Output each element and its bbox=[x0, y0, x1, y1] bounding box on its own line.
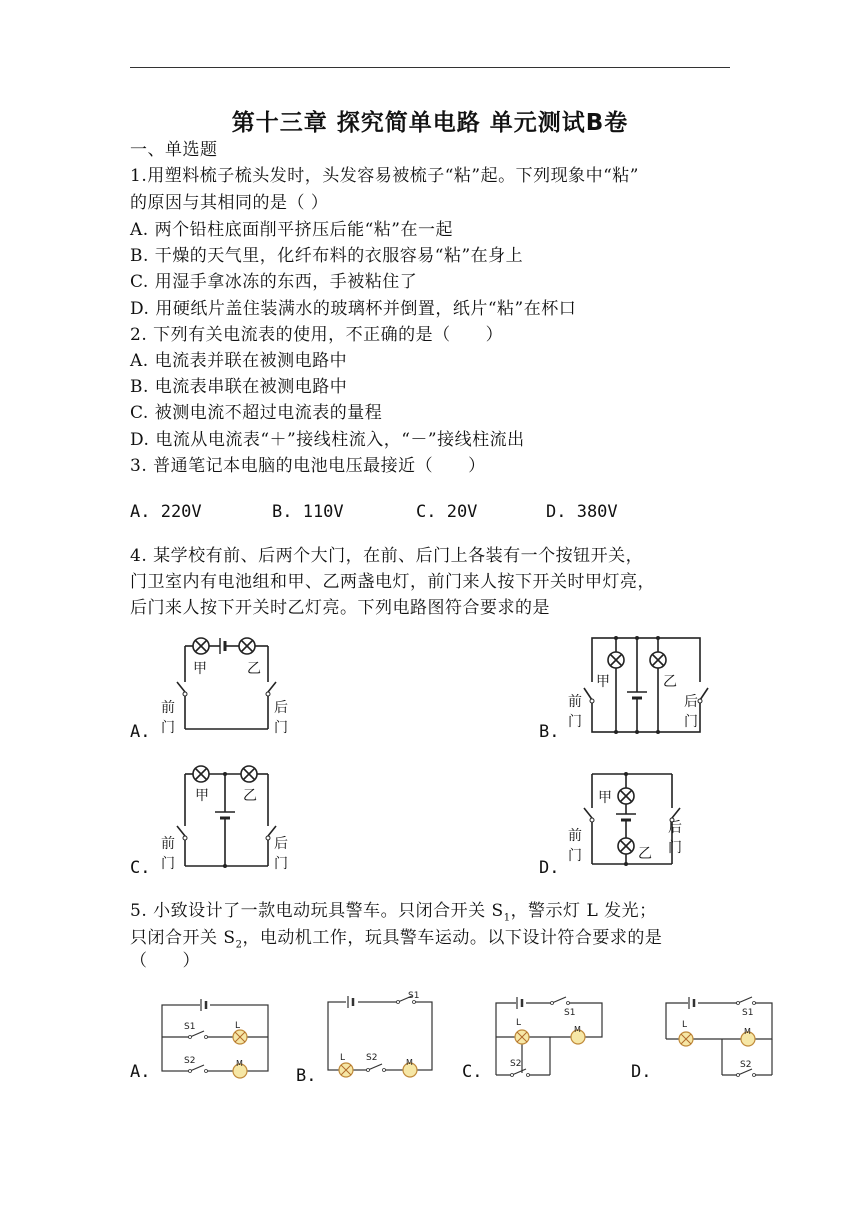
q5a-lamp-label: L bbox=[235, 1021, 241, 1031]
q4d-lamp-yi-label: 乙 bbox=[638, 846, 652, 862]
q4a-back-label-1: 后 bbox=[274, 700, 288, 716]
q4-line1: 4. 某学校有前、后两个大门，在前、后门上各装有一个按钮开关， bbox=[130, 546, 644, 566]
q5d-s2-label: S2 bbox=[740, 1060, 752, 1070]
q5-circuit-c bbox=[490, 993, 608, 1083]
q5c-s1-label: S1 bbox=[564, 1008, 576, 1018]
q4d-back-label-1: 后 bbox=[668, 820, 682, 836]
q4-circuit-c bbox=[155, 762, 305, 877]
section-heading: 一、单选题 bbox=[130, 140, 218, 160]
q5c-s2-label: S2 bbox=[510, 1059, 522, 1069]
q5b-s2-label: S2 bbox=[366, 1053, 378, 1063]
q4-option-label-d: D. bbox=[539, 858, 560, 878]
q4b-back-label-2: 门 bbox=[684, 714, 698, 730]
q5-option-label-c: C. bbox=[462, 1062, 483, 1082]
q2-option-c: C. 被测电流不超过电流表的量程 bbox=[130, 403, 383, 423]
q5-line2: 只闭合开关 $S_2$，电动机工作，玩具警车运动。以下设计符合要求的是 bbox=[130, 928, 663, 951]
q5c-lamp-label: L bbox=[516, 1018, 522, 1028]
q5-option-label-a: A. bbox=[130, 1062, 151, 1082]
q5a-s2-label: S2 bbox=[184, 1056, 196, 1066]
q4d-lamp-jia-label: 甲 bbox=[598, 790, 612, 806]
q3-option-c: C. 20V bbox=[416, 502, 478, 522]
q1-stem-line2: 的原因与其相同的是（ ） bbox=[130, 193, 329, 213]
q4d-front-label-2: 门 bbox=[568, 848, 582, 864]
q4d-front-label-1: 前 bbox=[568, 828, 582, 844]
q5a-s1-label: S1 bbox=[184, 1022, 196, 1032]
q5a-motor-label: M bbox=[236, 1059, 243, 1068]
q5d-s1-label: S1 bbox=[742, 1008, 754, 1018]
q5d-motor-label: M bbox=[744, 1027, 751, 1036]
q3-option-a: A. 220V bbox=[130, 502, 202, 522]
q5b-motor-label: M bbox=[406, 1058, 413, 1067]
q4c-front-label-1: 前 bbox=[161, 836, 175, 852]
q1-option-c: C. 用湿手拿冰冻的东西，手被粘住了 bbox=[130, 272, 418, 292]
header-rule bbox=[130, 67, 730, 68]
q4-circuit-b bbox=[564, 634, 714, 744]
q1-option-d: D. 用硬纸片盖住装满水的玻璃杯并倒置，纸片“粘”在杯口 bbox=[130, 299, 577, 319]
q3-option-d: D. 380V bbox=[546, 502, 618, 522]
q1-option-b: B. 干燥的天气里，化纤布料的衣服容易“粘”在身上 bbox=[130, 246, 524, 266]
q5-circuit-d bbox=[660, 993, 784, 1079]
q4c-lamp-yi-label: 乙 bbox=[243, 788, 257, 804]
q5d-lamp-label: L bbox=[682, 1020, 688, 1030]
q3-stem: 3. 普通笔记本电脑的电池电压最接近（ ） bbox=[130, 456, 486, 476]
q4a-back-label-2: 门 bbox=[274, 720, 288, 736]
q1-option-a: A. 两个铅柱底面削平挤压后能“粘”在一起 bbox=[130, 220, 453, 240]
q1-stem-line1: 1.用塑料梳子梳头发时，头发容易被梳子“粘”起。下列现象中“粘” bbox=[130, 166, 639, 186]
q4a-lamp-yi-label: 乙 bbox=[247, 661, 261, 677]
q4d-back-label-2: 门 bbox=[668, 840, 682, 856]
q4a-front-label-2: 门 bbox=[161, 720, 175, 736]
q5-circuit-b bbox=[322, 990, 440, 1082]
q5-line1: 5. 小致设计了一款电动玩具警车。只闭合开关 $S_1$，警示灯 L 发光； bbox=[130, 901, 657, 924]
q4a-lamp-jia-label: 甲 bbox=[193, 661, 207, 677]
q4-option-label-a: A. bbox=[130, 722, 151, 742]
q2-option-a: A. 电流表并联在被测电路中 bbox=[130, 351, 348, 371]
q5b-lamp-label: L bbox=[340, 1053, 346, 1063]
q4c-front-label-2: 门 bbox=[161, 856, 175, 872]
page-title: 第十三章 探究简单电路 单元测试B卷 bbox=[231, 110, 629, 136]
q5-circuit-a bbox=[158, 995, 276, 1079]
q4b-front-label-1: 前 bbox=[568, 694, 582, 710]
q4-line2: 门卫室内有电池组和甲、乙两盏电灯，前门来人按下开关时甲灯亮， bbox=[130, 572, 655, 592]
q4a-front-label-1: 前 bbox=[161, 700, 175, 716]
q4b-back-label-1: 后 bbox=[684, 694, 698, 710]
q5-option-label-b: B. bbox=[296, 1066, 317, 1086]
q2-option-d: D. 电流从电流表“＋”接线柱流入，“－”接线柱流出 bbox=[130, 430, 525, 450]
q4b-lamp-jia-label: 甲 bbox=[596, 674, 610, 690]
q4c-back-label-2: 门 bbox=[274, 856, 288, 872]
q4-option-label-b: B. bbox=[539, 722, 560, 742]
q5c-motor-label: M bbox=[574, 1025, 581, 1034]
q3-option-b: B. 110V bbox=[272, 502, 344, 522]
q4c-back-label-1: 后 bbox=[274, 836, 288, 852]
q4-circuit-a bbox=[155, 630, 295, 745]
q5b-s1-label: S1 bbox=[408, 991, 420, 1001]
q4-circuit-d bbox=[564, 766, 714, 876]
q5-option-label-d: D. bbox=[631, 1062, 652, 1082]
q2-stem: 2. 下列有关电流表的使用，不正确的是（ ） bbox=[130, 325, 504, 345]
q2-option-b: B. 电流表串联在被测电路中 bbox=[130, 377, 348, 397]
q4-option-label-c: C. bbox=[130, 858, 151, 878]
q4-line3: 后门来人按下开关时乙灯亮。下列电路图符合要求的是 bbox=[130, 598, 550, 618]
q4b-front-label-2: 门 bbox=[568, 714, 582, 730]
q4c-lamp-jia-label: 甲 bbox=[195, 788, 209, 804]
q4b-lamp-yi-label: 乙 bbox=[663, 674, 677, 690]
q5-line3: （ ） bbox=[130, 951, 200, 971]
